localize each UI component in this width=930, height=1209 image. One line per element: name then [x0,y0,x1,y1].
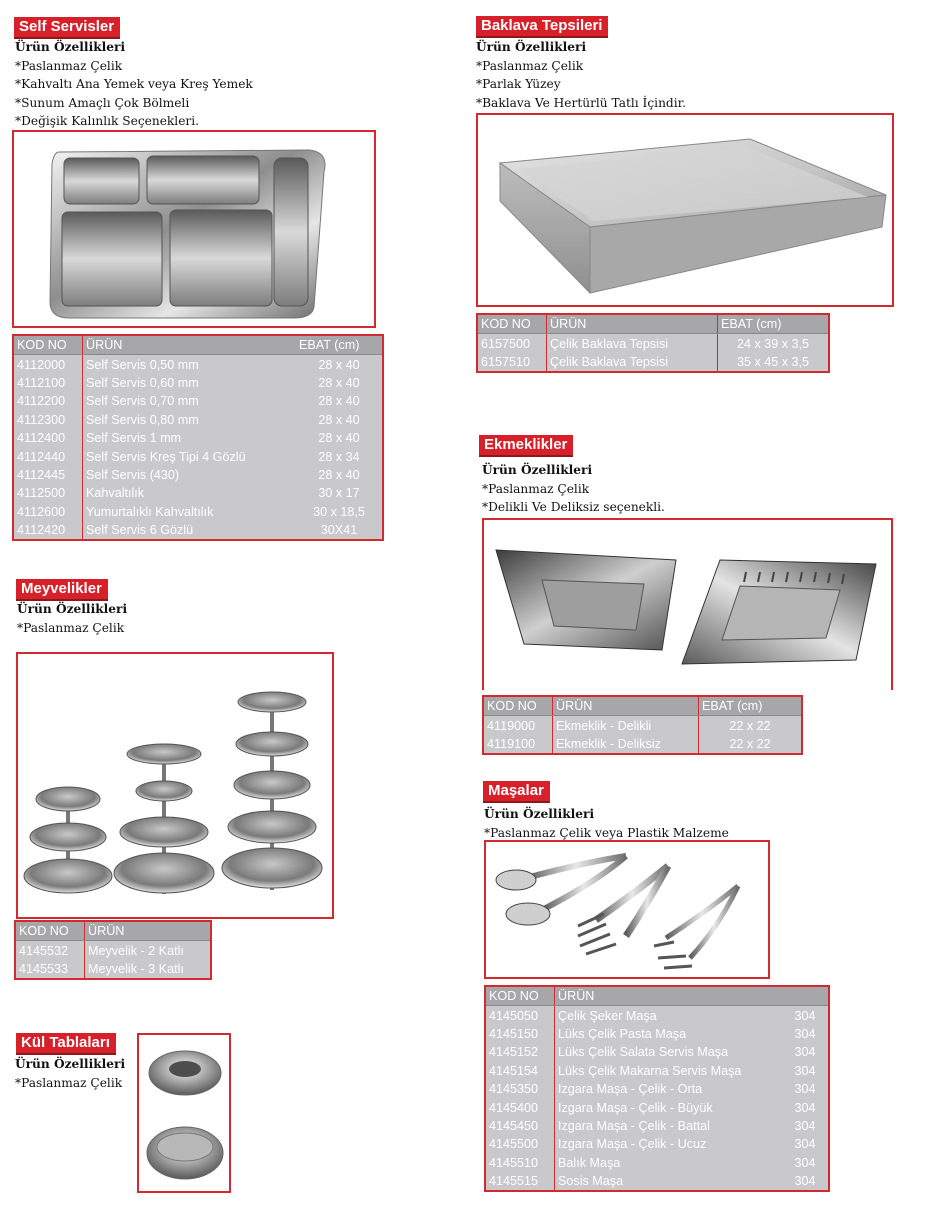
cell-code: 4112420 [17,523,66,538]
column-header-material [782,986,829,1006]
table-row [13,374,383,392]
cell-code: 4119000 [487,718,536,733]
table-row [485,1043,829,1061]
cell-product: Izgara Maşa - Çelik - Ucuz [555,1135,783,1153]
cell-code: 4145050 [489,1008,539,1023]
cell-product: Çelik Baklava Tepsisi [547,334,718,353]
product-image-kul [137,1033,231,1193]
features-heading: Ürün Özellikleri [482,463,593,477]
cell-product: Izgara Maşa - Çelik - Orta [555,1080,783,1098]
cell-code: 4145400 [489,1100,539,1115]
tongs-illustration [486,842,768,977]
table-row [485,1025,829,1043]
fruit-stand-illustration [18,654,332,917]
cell-product: Ekmeklik - Delikli [553,716,699,735]
table-row [485,1135,829,1153]
column-header-product: ÜRÜN [553,696,699,716]
cell-product: Self Servis 1 mm [83,429,297,447]
table-row [13,411,383,429]
spec-table-meyvelik [14,920,212,980]
ashtray-illustration [139,1035,229,1191]
column-header-size: EBAT (cm) [296,335,383,355]
cell-code: 4145450 [489,1118,539,1133]
table-header-row [15,921,211,941]
table-row [13,521,383,540]
spec-table-masalar [484,985,830,1192]
features-heading: Ürün Özellikleri [476,40,587,54]
spec-table-ekmeklik [482,695,803,755]
cell-value: 304 [794,1100,816,1115]
cell-value: 304 [794,1155,816,1170]
feature-line: *Paslanmaz Çelik [15,58,123,73]
cell-product: Ekmeklik - Deliksiz [553,735,699,754]
cell-product: Self Servis Kreş Tipi 4 Gözlü [83,447,297,465]
cell-product: Çelik Baklava Tepsisi [547,353,718,372]
product-image-self-servis [12,130,376,328]
table-row [485,1117,829,1135]
table-row [483,735,802,754]
column-header-code: KOD NO [13,335,83,355]
feature-line: *Sunum Amaçlı Çok Bölmeli [15,95,190,110]
cell-code: 4112000 [17,357,66,372]
cell-value: 28 x 40 [318,375,360,390]
product-image-ekmeklik [482,518,893,690]
features-kul [15,1055,125,1092]
cell-value: 30 x 18,5 [313,504,365,519]
feature-line: *Kahvaltı Ana Yemek veya Kreş Yemek [15,77,253,91]
cell-product: Self Servis 0,70 mm [83,392,297,410]
features-heading: Ürün Özellikleri [15,1057,126,1071]
column-header-product: ÜRÜN [85,921,212,941]
features-heading: Ürün Özellikleri [17,602,128,616]
cell-product: Self Servis 0,80 mm [83,411,297,429]
cell-value: 304 [794,1008,816,1023]
cell-product: Çelik Şeker Maşa [555,1006,783,1025]
bread-basket-illustration [484,520,891,690]
table-row [485,1172,829,1191]
cell-product: Meyvelik - 2 Katlı [85,941,212,960]
column-header-product: ÜRÜN [555,986,783,1006]
cell-value: 30 x 17 [318,486,360,501]
feature-line: *Paslanmaz Çelik [482,481,590,496]
table-row [13,484,383,502]
table-row [15,960,211,979]
section-title-masalar: Maşalar [483,781,550,803]
feature-line: *Delikli Ve Deliksiz seçenekli. [482,500,665,514]
cell-product: Lüks Çelik Salata Servis Maşa [555,1043,783,1061]
cell-value: 304 [794,1063,816,1078]
cell-code: 4112500 [17,486,66,501]
cell-code: 4145500 [489,1137,539,1152]
product-image-meyvelik [16,652,334,919]
features-heading: Ürün Özellikleri [15,40,126,54]
cell-product: Lüks Çelik Pasta Maşa [555,1025,783,1043]
cell-value: 304 [794,1026,816,1041]
section-title-self-servis: Self Servisler [14,17,120,39]
cell-code: 6157510 [481,354,531,369]
table-row [13,447,383,465]
features-baklava [476,38,686,112]
cell-code: 4145150 [489,1026,539,1041]
product-image-masalar [484,840,770,979]
compartment-tray-illustration [14,132,374,326]
column-header-code: KOD NO [15,921,85,941]
cell-value: 304 [794,1082,816,1097]
feature-line: *Parlak Yüzey [476,77,561,91]
cell-product: Self Servis 0,60 mm [83,374,297,392]
cell-product: Sosis Maşa [555,1172,783,1191]
cell-value: 28 x 40 [318,394,360,409]
cell-code: 4112600 [17,504,66,519]
column-header-code: KOD NO [485,986,555,1006]
features-masalar [484,805,729,842]
feature-line: *Paslanmaz Çelik [17,620,125,635]
column-header-code: KOD NO [483,696,553,716]
table-row [485,1098,829,1116]
cell-code: 4112440 [17,449,66,464]
features-meyvelik [17,600,127,637]
table-header-row [13,335,383,355]
table-header-row [477,314,829,334]
cell-product: Self Servis 6 Gözlü [83,521,297,540]
cell-value: 304 [794,1137,816,1152]
table-row [13,503,383,521]
cell-value: 24 x 39 x 3,5 [718,334,830,353]
table-row [15,941,211,960]
cell-code: 4145533 [19,961,69,976]
cell-code: 4112445 [17,467,66,482]
table-row [485,1154,829,1172]
cell-code: 4112200 [17,394,66,409]
column-header-product: ÜRÜN [547,314,718,334]
table-row [477,353,829,372]
cell-value: 35 x 45 x 3,5 [718,353,830,372]
section-title-kul: Kül Tablaları [16,1033,116,1055]
cell-value: 28 x 40 [318,357,360,372]
cell-code: 4112100 [17,375,66,390]
table-row [483,716,802,735]
section-title-baklava: Baklava Tepsileri [476,16,608,38]
cell-product: Self Servis (430) [83,466,297,484]
spec-table-baklava [476,313,830,373]
column-header-code: KOD NO [477,314,547,334]
features-heading: Ürün Özellikleri [484,807,595,821]
table-row [485,1080,829,1098]
feature-line: *Baklava Ve Hertürlü Tatlı İçindir. [476,95,686,110]
cell-product: Self Servis 0,50 mm [83,355,297,374]
cell-code: 6157500 [481,336,531,351]
cell-value: 304 [794,1174,816,1189]
baklava-tray-illustration [478,115,892,305]
column-header-size: EBAT (cm) [718,314,830,334]
cell-product: Meyvelik - 3 Katlı [85,960,212,979]
spec-table-self-servis [12,334,384,541]
feature-line: *Paslanmaz Çelik [15,1075,123,1090]
features-self-servis [15,38,253,131]
table-row [13,355,383,374]
cell-code: 4112300 [17,412,66,427]
product-image-baklava [476,113,894,307]
cell-product: Izgara Maşa - Çelik - Büyük [555,1098,783,1116]
cell-code: 4145515 [489,1174,539,1189]
cell-product: Balık Maşa [555,1154,783,1172]
feature-line: *Değişik Kalınlık Seçenekleri. [15,114,200,128]
cell-value: 22 x 22 [699,716,803,735]
table-row [485,1006,829,1025]
cell-code: 4145350 [489,1082,539,1097]
table-row [13,392,383,410]
feature-line: *Paslanmaz Çelik [476,58,584,73]
table-header-row [483,696,802,716]
section-title-meyvelik: Meyvelikler [16,579,108,601]
cell-product: Kahvaltılık [83,484,297,502]
cell-product: Izgara Maşa - Çelik - Battal [555,1117,783,1135]
cell-code: 4145152 [489,1045,539,1060]
cell-code: 4119100 [487,736,536,751]
cell-product: Lüks Çelik Makarna Servis Maşa [555,1062,783,1080]
cell-code: 4145510 [489,1155,539,1170]
column-header-product: ÜRÜN [83,335,297,355]
cell-value: 28 x 40 [318,412,360,427]
cell-value: 22 x 22 [699,735,803,754]
cell-value: 304 [794,1118,816,1133]
cell-value: 28 x 40 [318,467,360,482]
table-row [485,1062,829,1080]
table-row [477,334,829,353]
cell-value: 28 x 34 [318,449,360,464]
table-row [13,429,383,447]
table-header-row [485,986,829,1006]
cell-value: 28 x 40 [318,431,360,446]
cell-product: Yumurtalıklı Kahvaltılık [83,503,297,521]
column-header-size: EBAT (cm) [699,696,803,716]
cell-code: 4145154 [489,1063,539,1078]
cell-code: 4112400 [17,431,66,446]
cell-code: 4145532 [19,943,69,958]
cell-value: 304 [794,1045,816,1060]
cell-value: 30X41 [320,523,358,538]
features-ekmeklik [482,461,665,517]
table-row [13,466,383,484]
section-title-ekmeklik: Ekmeklikler [479,435,573,457]
feature-line: *Paslanmaz Çelik veya Plastik Malzeme [484,825,729,840]
